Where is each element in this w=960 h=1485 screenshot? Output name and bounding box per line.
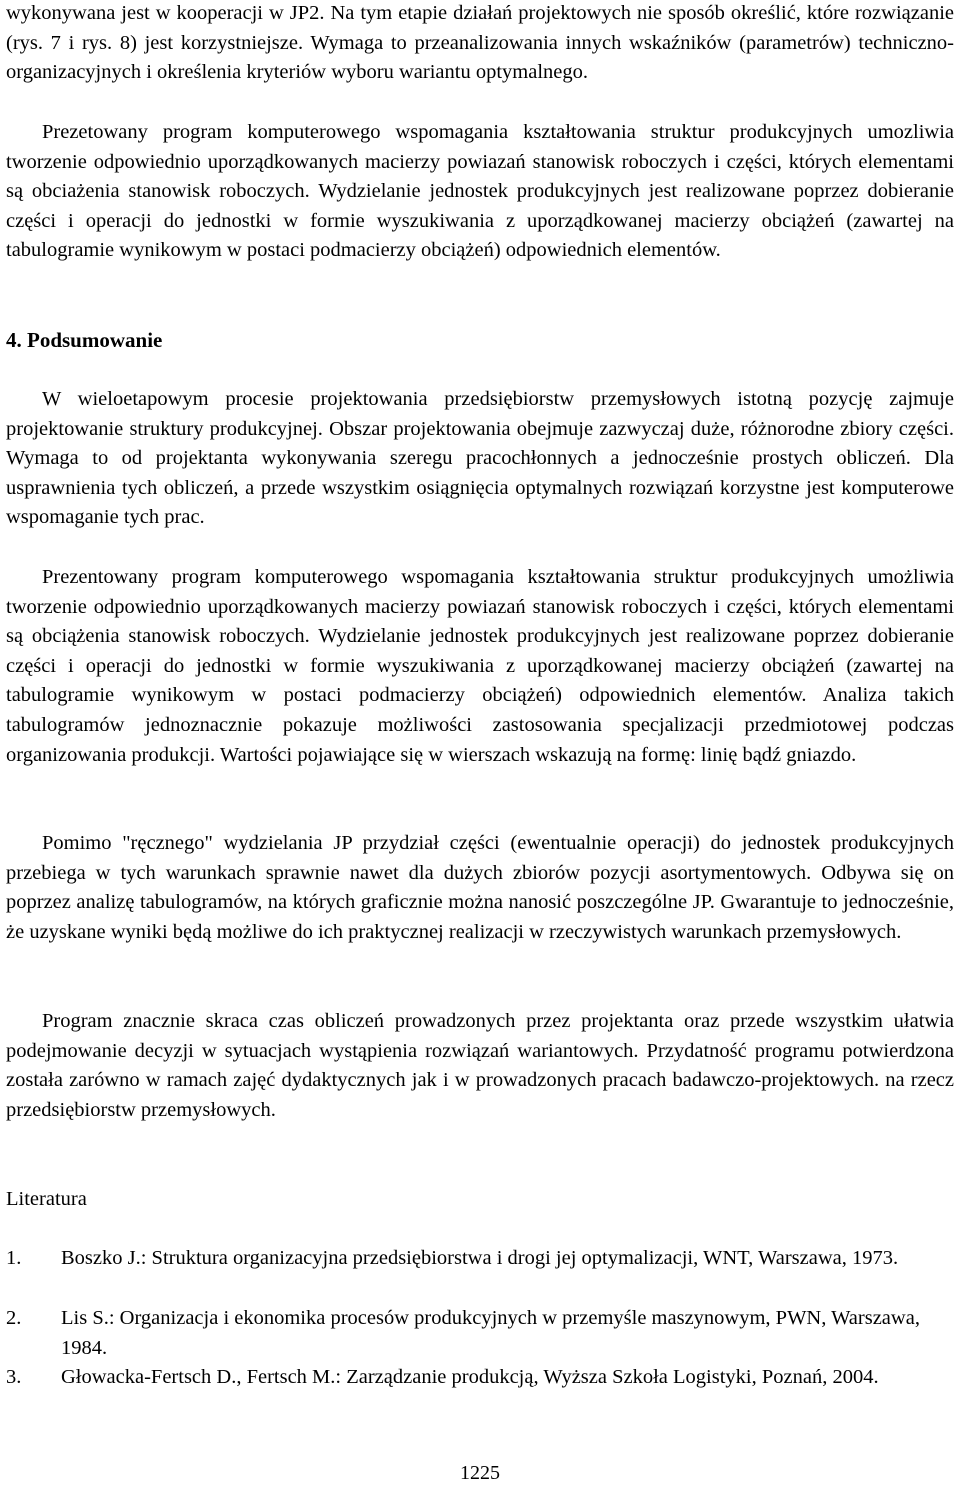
reference-number: 1.: [6, 1247, 22, 1269]
reference-text: Lis S.: Organizacja i ekonomika procesów produkcyjnych w przemyśle maszynowym, PWN, Warszawa, 1984.: [61, 1307, 920, 1359]
section-heading-summary: 4. Podsumowanie: [6, 328, 163, 352]
reference-number: 3.: [6, 1366, 22, 1388]
summary-paragraph-4: Program znacznie skraca czas obliczeń prowadzonych przez projektanta oraz przede wszystkim ułatwia podejmowanie decyzji w sytuacjach wystąpienia rozwiązań wariantowych. Przydatność programu potwierdzona została zarówno w ramach zajęć dydaktycznych jak i w prowadzonych pracach badawczo-projektowych. na rzecz przedsiębiorstw przemysłowych.: [6, 1010, 954, 1121]
literature-heading: Literatura: [6, 1188, 87, 1210]
summary-paragraph-3: Pomimo "ręcznego" wydzielania JP przydział części (ewentualnie operacji) do jednostek produkcyjnych przebiega w tych warunkach sprawnie nawet dla dużych zbiorów pozycji asortymentowych. Odbywa się on poprzez analizę tabulogramów, na których graficznie można nanosić poszczególne JP. Gwarantuje to jednocześnie, że uzyskane wyniki będą możliwe do ich praktycznej realizacji w rzeczywistych warunkach przemysłowych.: [6, 832, 954, 943]
reference-text: Głowacka-Fertsch D., Fertsch M.: Zarządzanie produkcją, Wyższa Szkoła Logistyki, Poznań, 2004.: [61, 1366, 879, 1388]
reference-text: Boszko J.: Struktura organizacyjna przedsiębiorstwa i drogi jej optymalizacji, WNT, Warszawa, 1973.: [61, 1247, 899, 1269]
paragraph-continuation: wykonywana jest w kooperacji w JP2. Na tym etapie działań projektowych nie sposób określić, które rozwiązanie (rys. 7 i rys. 8) jest korzystniejsze. Wymaga to przeanalizowania innych wskaźników (parametrów) techniczno-organizacyjnych i określenia kryteriów wyboru wariantu optymalnego.: [6, 2, 954, 84]
summary-paragraph-1: W wieloetapowym procesie projektowania przedsiębiorstw przemysłowych istotną pozycję zajmuje projektowanie struktury produkcyjnej. Obszar projektowania obejmuje zazwyczaj duże, różnorodne zbiory części. Wymaga to od projektanta wykonywania szeregu pracochłonnych a jednocześnie prostych obliczeń. Dla usprawnienia tych obliczeń, a przede wszystkim osiągnięcia optymalnych rozwiązań korzystne jest komputerowe wspomaganie tych prac.: [6, 388, 954, 529]
reference-number: 2.: [6, 1307, 22, 1329]
summary-paragraph-2: Prezentowany program komputerowego wspomagania kształtowania struktur produkcyjnych umożliwia tworzenie odpowiednio uporządkowanych macierzy powiazań stanowisk roboczych i części, których elementami są obciążenia stanowisk roboczych. Wydzielanie jednostek produkcyjnych jest realizowane poprzez dobieranie części i operacji do jednostki w formie wyszukiwania z uporządkowanej macierzy obciążeń (zawartej na tabulogramie wynikowym w postaci podmacierzy obciążeń) odpowiednich elementów. Analiza takich tabulogramów jednoznacznie pokazuje możliwości zastosowania specjalizacji przedmiotowej podczas organizowania produkcji. Wartości pojawiające się w wierszach wskazują na formę: linię bądź gniazdo.: [6, 566, 954, 766]
page-number: 1225: [460, 1462, 500, 1484]
paragraph-program-description: Prezetowany program komputerowego wspomagania kształtowania struktur produkcyjnych umozliwia tworzenie odpowiednio uporządkowanych macierzy powiazań stanowisk roboczych i części, których elementami są obciażenia stanowisk roboczych. Wydzielanie jednostek produkcyjnych jest realizowane poprzez dobieranie części i operacji do jednostki w formie wyszukiwania z uporządkowanej macierzy obciążeń (zawartej na tabulogramie wynikowym w postaci podmacierzy obciążeń) odpowiednich elementów.: [6, 121, 954, 262]
